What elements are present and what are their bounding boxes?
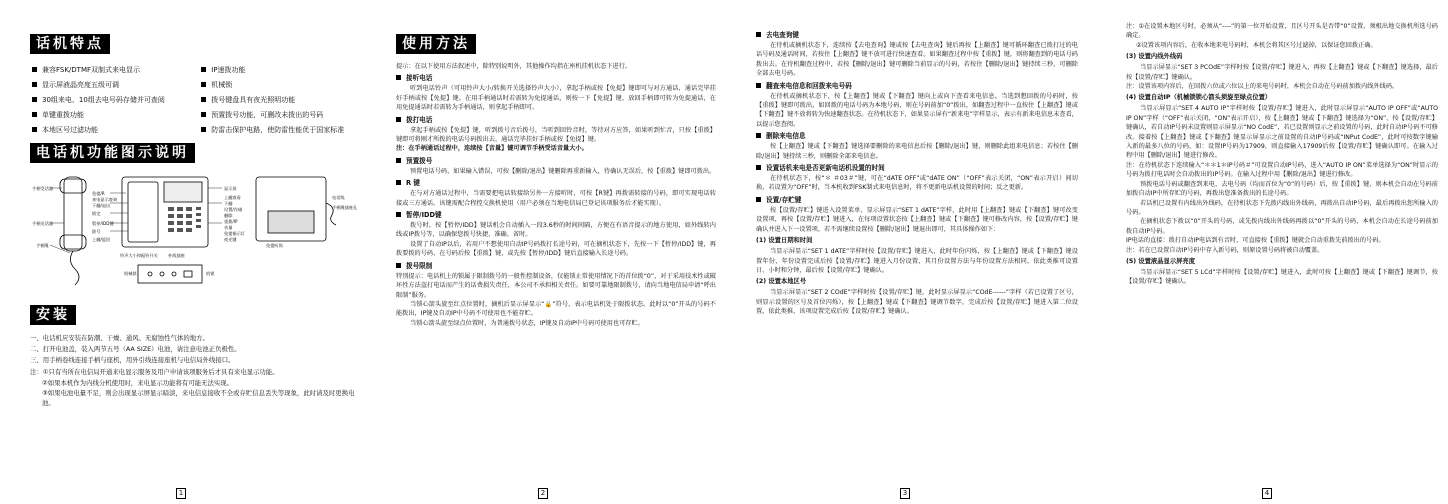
section-text: 当显示屏显示“SET 1 dATE”字样时按【设置/存贮】键进入，此时年份闪烁，按【上翻查】键或【下翻查】键设置年份，年份设置完成后按【设置/存贮】键进入月份设置，其月份设置方法与年份设置方法相同，依此类推可设置日、小时和分钟，最后按【设置/存贮】键确认。: [756, 248, 1078, 274]
label-cid-query: 来电显示查询: [92, 197, 118, 202]
page-3: [724, 0, 1086, 504]
label-line-jack: 外线插座: [168, 253, 185, 258]
page-number: 2: [538, 488, 548, 499]
bullet-icon: [32, 67, 37, 72]
phone-base-icon: [122, 177, 208, 247]
section-heading: 拨打电话: [396, 115, 716, 125]
label-up-return: 上翻/返回: [92, 237, 111, 242]
section-text: 当显示屏显示“SET 2 COdE”字样时按【设置/存贮】键，此时显示屏显示“COdE------”字样（若已设置了区号，则显示设置的区号及首位闪烁），按【上翻查】键或【下翻查】键调节数字，完成后按【设置/存贮】键进入第二位设置，依此类推，该项设置完成后按【设置/存贮】键确认。: [756, 289, 1078, 316]
section-heading: 接听电话: [396, 73, 716, 83]
bullet-icon: [396, 180, 401, 185]
install-item: 注：①只有当所在电信局开通来电显示服务及用户申请该项服务后才具有来电显示功能。: [30, 367, 279, 376]
bullet-icon: [396, 212, 401, 217]
bottom-panel-icon: [138, 265, 202, 283]
diagram-title: 电话机功能图示说明: [30, 143, 195, 163]
note-text: 注：若在已设置自动IP号码中存入新号码，则原设置号码将被自动覆盖。: [1126, 246, 1324, 254]
install-title: 安装: [30, 305, 76, 325]
section-heading: 设置话机来电是否更新电话机设置的时间: [756, 163, 1078, 173]
feature-item: 兼容FSK/DTMF双制式来电显示: [30, 64, 199, 76]
feature-item: 预置拨号功能，可删改未拨出的号码: [199, 109, 356, 121]
bullet-icon: [756, 133, 761, 138]
feature-item: 拨号键盘具有夜光照明功能: [199, 94, 356, 106]
feature-item: 防雷击保护电路，使防雷性能优于国家标准: [199, 124, 356, 136]
label-mech-lock: 机械锁: [124, 271, 137, 276]
label-down: 下翻: [224, 201, 233, 206]
install-item: 二、打开电池盖，装入两节五号（AA SIZE）电池，请注意电池正负极性。: [30, 345, 241, 354]
bullet-icon: [201, 67, 206, 72]
feature-item: IP速拨功能: [199, 64, 356, 76]
features-title: 话机特点: [30, 34, 110, 54]
feature-item: 本地区号过滤功能: [30, 124, 199, 136]
label-volume: 音量: [224, 225, 233, 230]
label-handset-receiver: 手柄受话器: [32, 186, 53, 191]
section-text: 在摘机状态下拨以“0”开头的号码，或先拨内线出外线码再拨以“0”开头的号码，本机会自动在长途号码前加拨自动IP号码。: [1126, 218, 1438, 235]
bullet-icon: [32, 127, 37, 132]
phone-diagram: [30, 173, 358, 291]
subsection-heading: (1) 设置日期和时间: [756, 237, 813, 245]
note-text: ②设置该项内容后，在收本地来电号码时，本机会将其区号过滤掉，以保证您回拨正确。: [1136, 41, 1377, 49]
subsection-heading: (2) 设置本地区号: [756, 278, 807, 286]
bullet-icon: [32, 82, 37, 87]
note-text: 注：①在设置本地区号时，必须从“----”的第一位开始设置，且区号开头是否带“0”设置，须根出地交换机所选号码确定。: [1126, 23, 1438, 40]
page-1: [0, 0, 362, 504]
bullet-icon: [756, 165, 761, 170]
section-text: 按【设置/存贮】键进入设置菜单，显示屏显示“SET 1 dATE”字样，此时用【上翻查】键或【下翻查】键可改变设置项，再按【设置/存贮】键进入，在每项设置状态按【上翻查】键或【下翻查】键可修改内容，按【设置/存贮】键确认并进入下一设置项，若不需继续设置按【删除/退出】键退出即可，其具体操作如下：: [756, 206, 1078, 233]
install-section: [30, 299, 356, 408]
section-text: 在待机状态下，按“＊ ＃03＃”键，可在“dATE OFF”或“dATE ON”（“OFF”表示关闭，“ON”表示开启）间切换，若设置为“OFF”时，当本机收到FSK制式来电信息时，将不更新电话机设置的时间；反之更新。: [756, 175, 1078, 192]
section-text: 在待机或摘机状态下，按【上翻查】键或【下翻查】键向上或向下查看来电信息。当选到想回拨的号码时，按【重拨】键即可拨出，如回拨的电话号码为本地号码，则在号码前加“0”拨出，如翻查过程中一直按住【上翻查】键或【下翻查】键不放将转为快速翻查状态。在待机状态下，如果显示屏有“新来电”字样显示，表示有新来电信息未查看，以提示您查阅。: [756, 92, 1078, 128]
bullet-icon: [396, 75, 401, 80]
bullet-icon: [396, 117, 401, 122]
label-handset-mic: 手柄送话器: [32, 221, 53, 226]
label-ringer-switch: 铃声大小和振铃开关: [120, 253, 158, 258]
label-lock: 锁定: [92, 211, 101, 216]
feature-item: 显示屏液晶亮度五级可调: [30, 79, 199, 91]
section-text: IP电话的直接：拨打自动IP电话到有音时，可直接按【重拨】键就会自动重拨先前拨出的号码。: [1126, 237, 1385, 245]
install-item: ②如果本机作为内线分机使用时，来电显示功能将有可能无法实现。: [42, 378, 234, 387]
section-heading: 设置/存贮键: [756, 195, 1078, 205]
section-text: 设置了自动IP以后，若用户不想使用自动IP号码拨打长途号码，可在摘机状态下，先按一下【暂停/IDD】键，再拨要拨的号码，在号码后按【重拨】键，或先按【暂停/IDD】键后直接输入长途号码。: [396, 240, 716, 258]
section-text: 当锁心箭头旋至红点位置时，摘机后显示屏显示“🔒”符号，表示电话机处于限拨状态。此时以“0”开头的号码不能拨出，IP键及自动IP中号码不可使用也不能存贮。: [396, 300, 716, 318]
bullet-icon: [756, 197, 761, 202]
page-2: [362, 0, 724, 504]
section-text: 拨号时，按【暂停/IDD】键话机会自动插入一段3.6秒的时间间隔，方便在有语音提示的地方使用，如外线转内线或IP拨号等，以确保您拨号快捷、准确、省时。: [396, 222, 716, 239]
bullet-icon: [396, 263, 401, 268]
page-number: 1: [176, 488, 186, 499]
section-heading: 暂停/IDD键: [396, 210, 716, 220]
subsection-heading: (4) 设置自动IP（机械锁锁心箭头须旋至绿点位置）: [1126, 94, 1272, 102]
bullet-icon: [201, 97, 206, 102]
label-cord-jack: 手柄绳插座孔: [332, 205, 358, 210]
section-heading: 预置拨号: [396, 156, 716, 166]
section-text: 当显示屏显示“SET 5 LCd”字样时按【设置/存贮】键进入，此时可按【上翻查】键或【下翻查】键调节，按【设置/存贮】键确认。: [1126, 268, 1438, 286]
phone-illustration: [30, 173, 350, 291]
install-item: 一、电话机应安装在防潮、干燥、通风、无腐蚀性气体的地方。: [30, 334, 209, 342]
page-number: 4: [1262, 488, 1272, 499]
usage-title: 使用方法: [396, 34, 476, 54]
phone-back-icon: [256, 177, 336, 241]
bullet-icon: [32, 112, 37, 117]
feature-item: 30组来电、10组去电号码存储并可查阅: [30, 94, 199, 106]
label-down-exit: 下翻/退出: [92, 203, 111, 208]
page-4: [1086, 0, 1448, 504]
section-text: 预拨电话号码或翻查到来电、去电号码（均而首位为“0”的号码）后，按【重拨】键，则本机会自动在号码前加拨自动IP中所存贮的号码，再拨出您准备拨出的长途号码。: [1126, 180, 1438, 198]
section-text: 当锁心箭头旋至绿点位置时，为普通拨号状态，IP键及自动IP中号码可使用也可存贮。: [410, 319, 644, 327]
feature-item: 机械锁: [199, 79, 356, 91]
bullet-icon: [201, 112, 206, 117]
note-text: 注：在待机状态下连续输入“＊＊1＊IP号码＃”可设置自动IP号码，进入“AUTO IP ON”菜单选择为“ON”时显示的号码为拨打电话时会自动拨出的IP号码。在输入过程中用【删除/退出】键进行修改。: [1126, 161, 1438, 179]
install-item: ③如果电池电量不足，则会出现显示屏显示暗淡，来电信息接收不全或存贮信息丢失等现象，此时请及时更换电池。: [42, 389, 355, 407]
section-text: 特别提示：电话机上的锁属于限制拨号的一般性控制设备，仅能锁止常使用情况下的首位拨“0”，对于采用技术性或破坏性方法盗打电话而产生的话费损失责任，本公司不承担相关责任。如要可靠地限制拨号，请向当地电信局申请“呼出限制”服务。: [396, 272, 716, 299]
section-text: 当显示屏显示“SET 3 PCOdE”字样时按【设置/存贮】键进入，再按【上翻查】键或【下翻查】键选择，最后按【设置/存贮】键确认。: [1126, 64, 1438, 81]
section-text: 按【上翻查】键或【下翻查】键选择要删除的来电信息后按【删除/退出】键，则删除此组来电信息；若按住【删除/退出】键持续三秒，则删除全部来电信息。: [756, 143, 1078, 160]
features-list: [30, 62, 356, 139]
intro-text: 提示：在以下使用方法叙述中，除特别说明外，其他操作均指在座机挂机状态下进行。: [396, 63, 632, 70]
label-redial-ip: 重拨/IP: [224, 219, 238, 224]
label-handsfree-r: 免提/R: [92, 191, 105, 196]
subsection-heading: (5) 设置液晶显示屏亮度: [1126, 257, 1196, 265]
section-heading: 翻查来电信息和回拨来电号码: [756, 81, 1078, 91]
section-heading: R 键: [396, 178, 716, 188]
install-item: 三、用手柄卷线连接手柄与座机，用外引线连接座机与电信局外线接口。: [30, 356, 235, 365]
label-pause-idd: 暂停/IDD键: [92, 221, 114, 226]
bullet-icon: [756, 32, 761, 37]
section-heading: 删除来电信息: [756, 131, 1078, 141]
label-handset-cord: 手柄绳: [36, 243, 49, 248]
section-text: 预置电话号码，如果输入错误，可按【删除/退出】键删除再重新输入，待确认无误后，按【重拨】键即可拨出。: [410, 167, 716, 175]
section-text: 若话机已设置有内线出外线码，在待机状态下先拨内线出外线码，再拨出自动IP号码，最后再拨出您所输入的号码。: [1126, 199, 1438, 216]
section-note: 注：在手柄通话过程中，连续按【音量】键可调节手柄受话音量大小。: [396, 145, 588, 153]
feature-item: 单键重拨功能: [30, 109, 199, 121]
section-heading: 拨号限制: [396, 261, 716, 271]
note-text: 注：设置该项内容后，在回拨六位或六位以上的来电号码时，本机会自动在号码前加拨内线外线码。: [1126, 83, 1399, 91]
label-up: 上翻查看: [224, 195, 241, 200]
label-display: 显示屏: [224, 186, 237, 191]
bullet-icon: [396, 158, 401, 163]
label-dial: 拨号: [92, 229, 101, 234]
label-handsfree-led: 免提指示灯: [224, 231, 245, 236]
bullet-icon: [201, 82, 206, 87]
section-heading: 去电查询键: [756, 30, 1078, 40]
label-phone-line: 电话线: [332, 195, 345, 200]
label-set-store: 设置/存储: [224, 207, 243, 212]
section-text: 在待机或摘机状态下，连续按【去电查询】键或按【去电查询】键后再按【上翻查】键可循环翻查已拨打过的电话号码及通话时间，若按住【上翻查】键不放可进行快速查看。如果翻查过程中按【重拨】键，则将翻查到的电话号码拨出去。在待机翻查过程中，若按【删除/退出】键可删除当前显示的号码，若按住【删除/退出】键持续三秒，可删除全部去电号码。: [756, 42, 1078, 78]
label-speaker: 免提听筒: [266, 243, 283, 248]
section-text: 拿起手柄或按【免提】键，听到拨号音后拨号，当听到回铃音时，等待对方应答，如果听到忙音，只按【重拨】键即可将刚才所拨的电话号码拨出去，通话完毕挂好手柄或按【免提】键。: [396, 126, 716, 144]
bullet-icon: [201, 127, 206, 132]
bullet-icon: [32, 97, 37, 102]
keypad-icon: [168, 207, 201, 232]
section-text: 听到电话铃声（可用铃声大小/转换开关选择铃声大小），拿起手柄或按【免提】键即可与对方通话，通话完毕挂好手柄或按【免提】键。在用手柄通话时若需转为免提通话，则按一下【免提】键，放回手柄即可转为免提通话，在用免提通话时若需转为手柄通话，则拿起手柄即可。: [396, 85, 716, 112]
bullet-icon: [756, 83, 761, 88]
label-delete: 删除: [224, 213, 233, 218]
subsection-heading: (3) 设置内线外线码: [1126, 53, 1183, 61]
section-text: 当显示屏显示“SET 4 AUTO IP”字样时按【设置/存贮】键进入，此时显示屏显示“AUTO IP OFF”或“AUTO IP ON”字样（“OFF”表示关闭，“ON”表示开启），按【上翻查】键或【下翻查】键选择为“ON”，按【设置/存贮】键确认，若自动IP号码未设置则显示屏显示“NO CodE”，若已设置则显示之前设置的号码，此时自动IP号码不可修改。接着按【上翻查】键或【下翻查】键显示屏显示之前设置的自动IP号码或“INPut CodE”，此时可按数字键输入新的最多八位的号码，如：设置IP号码为17909，则直接输入17909后按【设置/存贮】键确认即可。在输入过程中用【删除/退出】键进行修改。: [1126, 105, 1438, 160]
label-glow-key: 夜光键: [224, 237, 237, 242]
handset-icon: [60, 177, 86, 285]
section-text: 在与对方通话过程中，当需要把电话转接给另外一方接听时，可按【R键】再拨需转接的号码，即可实现电话转接或三方通话。该键需配合程控交换机使用（用户必须在当地电信局已登记该项服务后才能实现）。: [396, 190, 716, 207]
page-number: 3: [900, 488, 910, 499]
label-machine-lock: 机锁: [206, 271, 215, 276]
